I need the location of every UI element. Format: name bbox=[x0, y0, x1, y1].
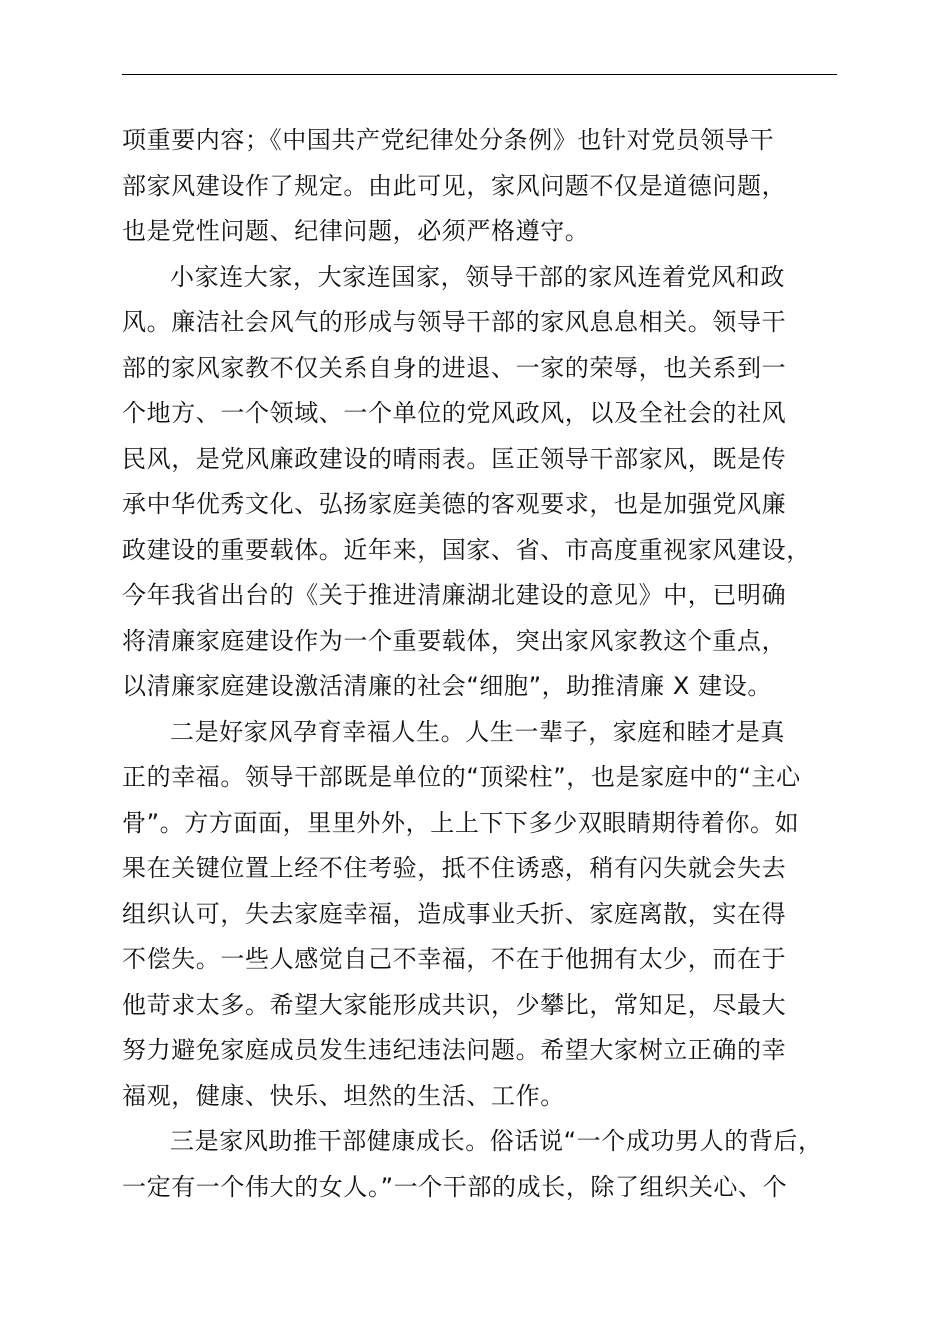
text-line: 他苛求太多。希望大家能形成共识，少攀比，常知足，尽最大 bbox=[122, 990, 787, 1019]
text-line: 一定有一个伟大的女人。”一个干部的成长，除了组织关心、个 bbox=[122, 1172, 788, 1201]
document-body bbox=[122, 118, 862, 1210]
text-line: 果在关键位置上经不住考验，抵不住诱惑，稍有闪失就会失去 bbox=[122, 854, 787, 882]
text-line: 个地方、一个领域、一个单位的党风政风，以及全社会的社风 bbox=[122, 399, 787, 427]
header-rule bbox=[122, 74, 837, 75]
text-line: 承中华优秀文化、弘扬家庭美德的客观要求，也是加强党风廉 bbox=[122, 490, 787, 518]
text-line: 部的家风家教不仅关系自身的进退、一家的荣辱，也关系到一 bbox=[122, 353, 787, 382]
text-line: 不偿失。一些人感觉自己不幸福，不在于他拥有太少，而在于 bbox=[122, 945, 787, 973]
text-line: 骨”。方方面面，里里外外，上上下下多少双眼睛期待着你。如 bbox=[122, 808, 800, 837]
text-line: 组织认可，失去家庭幸福，造成事业夭折、家庭离散，实在得 bbox=[122, 899, 787, 928]
paragraph-start-line: 小家连大家，大家连国家，领导干部的家风连着党风和政 bbox=[170, 262, 785, 291]
text-line: 今年我省出台的《关于推进清廉湖北建设的意见》中，已明确 bbox=[122, 581, 787, 609]
text-line: 风。廉洁社会风气的形成与领导干部的家风息息相关。领导干 bbox=[122, 308, 787, 336]
text-line: 将清廉家庭建设作为一个重要载体，突出家风家教这个重点， bbox=[122, 626, 787, 655]
text-line: 项重要内容；《中国共产党纪律处分条例》也针对党员领导干 bbox=[122, 126, 775, 154]
text-line: 努力避免家庭成员发生违纪违法问题。希望大家树立正确的幸 bbox=[122, 1036, 787, 1064]
paragraph-start-line: 二是好家风孕育幸福人生。人生一辈子，家庭和睦才是真 bbox=[170, 717, 785, 746]
text-line: 民风，是党风廉政建设的晴雨表。匡正领导干部家风，既是传 bbox=[122, 444, 787, 473]
text-line: 以清廉家庭建设激活清廉的社会“细胞”，助推清廉 X 建设。 bbox=[122, 672, 772, 700]
text-line: 政建设的重要载体。近年来，国家、省、市高度重视家风建设， bbox=[122, 535, 811, 564]
text-line: 部家风建设作了规定。由此可见，家风问题不仅是道德问题， bbox=[122, 171, 787, 200]
paragraph-start-line: 三是家风助推干部健康成长。俗话说“一个成功男人的背后， bbox=[170, 1127, 823, 1155]
text-line: 也是党性问题、纪律问题，必须严格遵守。 bbox=[122, 217, 590, 245]
text-line: 福观，健康、快乐、坦然的生活、工作。 bbox=[122, 1081, 565, 1110]
text-line: 正的幸福。领导干部既是单位的“顶梁柱”，也是家庭中的“主心 bbox=[122, 763, 801, 791]
